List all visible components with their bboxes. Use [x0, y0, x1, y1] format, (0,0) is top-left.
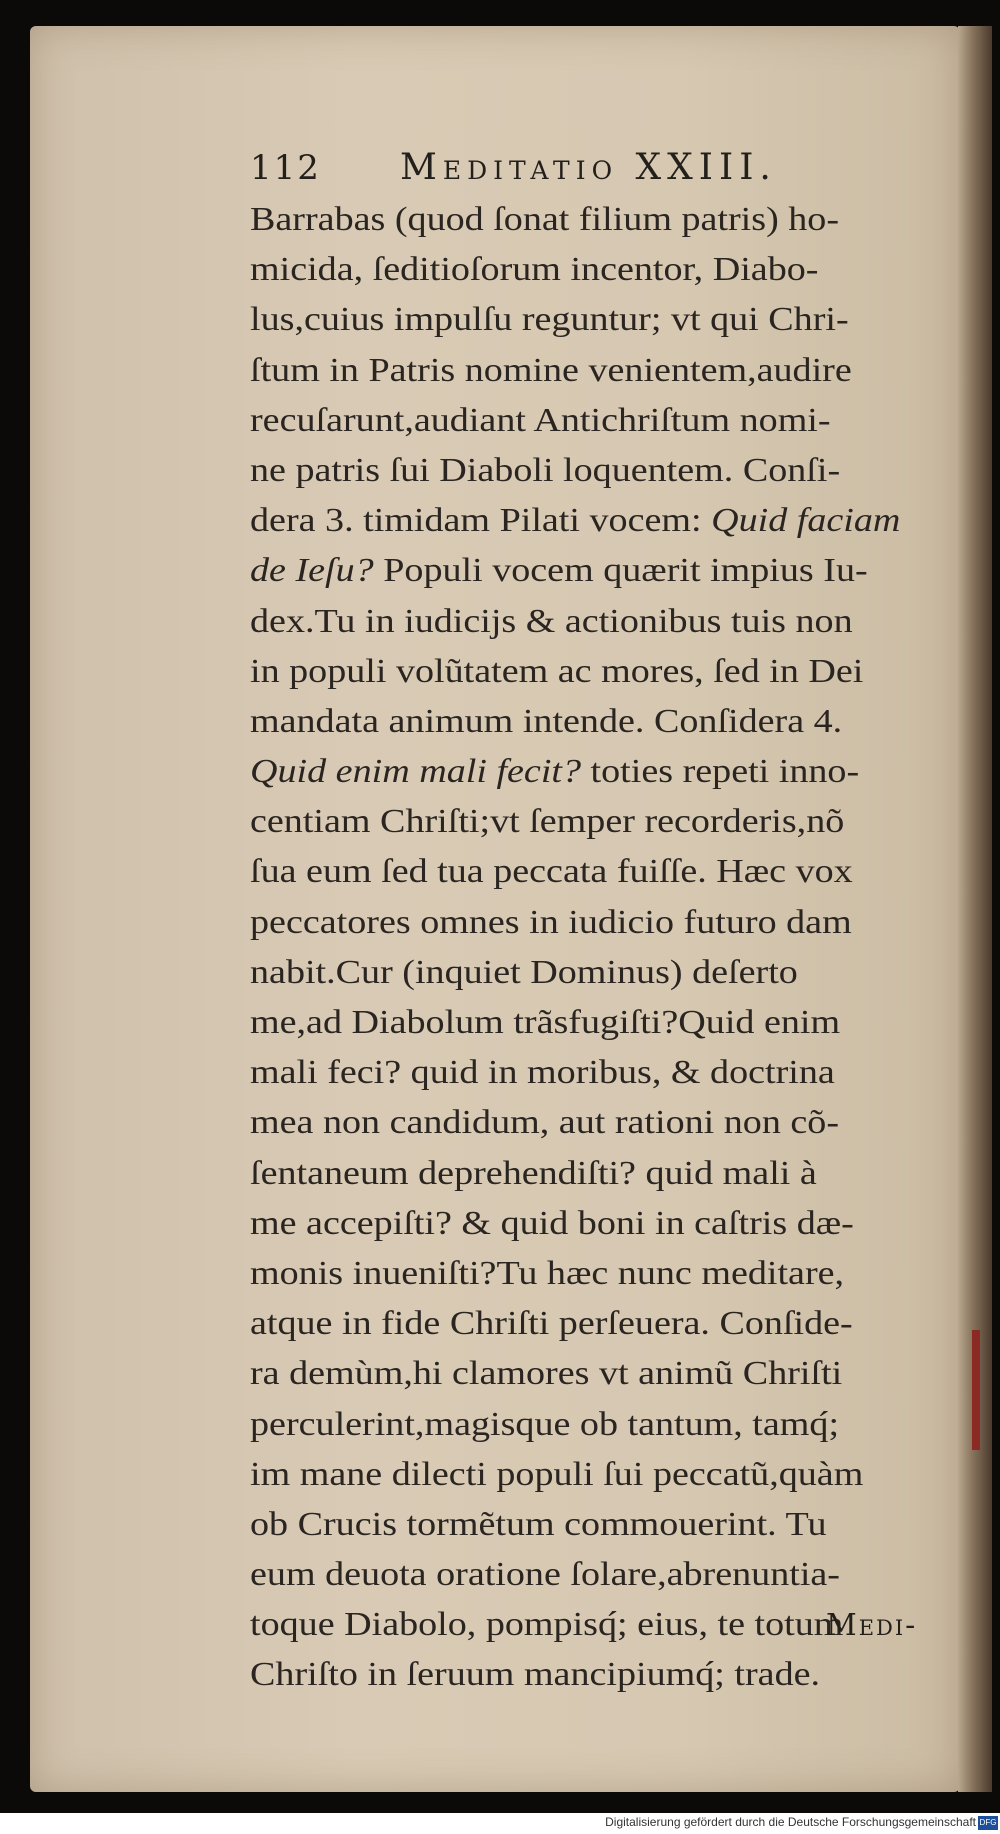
text-line: [250, 1048, 1000, 1098]
text-span: ſua eum ſed tua peccata fuiſſe. Hæc vox: [250, 853, 853, 891]
text-span: toque Diabolo, pompisq́; eius, te totum: [250, 1606, 844, 1644]
text-line: [250, 195, 1000, 245]
text-span: Barrabas (quod ſonat filium patris) ho-: [250, 201, 840, 238]
text-span: ra demùm,hi clamores vt animũ Chriſti: [250, 1355, 843, 1393]
text-line: [250, 847, 1000, 897]
text-line: [250, 697, 1000, 747]
text-span: in populi volũtatem ac mores, ſed in Dei: [250, 652, 864, 690]
text-line: [250, 797, 1000, 847]
text-line: [250, 1199, 1000, 1249]
text-span: me,ad Diabolum trãsfugiſti?Quid enim: [250, 1004, 841, 1041]
text-line: [250, 1450, 1000, 1500]
text-line: [250, 546, 1000, 596]
text-span: peccatores omnes in iudicio futuro dam: [250, 903, 852, 941]
text-span: mandata animum intende. Conſidera 4.: [250, 702, 843, 740]
text-line: [250, 346, 1000, 396]
text-span: dera 3. timidam Pilati vocem:: [250, 502, 712, 540]
text-span: atque in fide Chriſti perſeuera. Conſide-: [250, 1305, 853, 1343]
text-span: mea non candidum, aut rationi non cõ-: [250, 1104, 840, 1142]
italic-quote: Quid faciam: [711, 502, 901, 540]
text-line: [250, 1299, 1000, 1349]
text-span: perculerint,magisque ob tantum, tamq́;: [250, 1405, 840, 1443]
text-line: [250, 948, 1000, 998]
text-line: [250, 496, 1000, 546]
page-number: 112: [250, 148, 321, 188]
text-line: [250, 1249, 1000, 1299]
text-span: centiam Chriſti;vt ſemper recorderis,nõ: [250, 803, 845, 841]
text-span: eum deuota oratione ſolare,abrenuntia-: [250, 1556, 840, 1594]
text-line: [250, 1400, 1000, 1450]
text-span: ſentaneum deprehendiſti? quid mali à: [250, 1154, 817, 1192]
text-span: toties repeti inno-: [581, 753, 860, 791]
text-line: [250, 396, 1000, 446]
text-line: [250, 1500, 1000, 1550]
running-title: Meditatio XXIII.: [400, 147, 777, 188]
text-line: [250, 597, 1000, 647]
text-line: [250, 647, 1000, 697]
text-line: [250, 446, 1000, 496]
text-span: me accepiſti? & quid boni in caſtris dæ-: [250, 1204, 854, 1242]
text-line: [250, 747, 1000, 797]
text-span: recuſarunt,audiant Antichriſtum nomi-: [250, 401, 831, 439]
text-line: [250, 1149, 1000, 1199]
text-span: Chriſto in ſeruum mancipiumq́; trade.: [250, 1656, 821, 1694]
text-line: [250, 1349, 1000, 1399]
text-span: mali feci? quid in moribus, & doctrina: [250, 1054, 835, 1092]
text-line: [250, 1650, 1000, 1700]
text-span: ſtum in Patris nomine venientem,audire: [250, 351, 852, 389]
text-span: im mane dilecti populi ſui peccatũ,quàm: [250, 1455, 864, 1493]
body-text: [250, 195, 950, 1701]
text-span: ne patris ſui Diaboli loquentem. Conſi-: [250, 451, 841, 489]
italic-quote: Quid enim mali fecit?: [250, 753, 582, 791]
catchword: Medi-: [826, 1608, 918, 1643]
footer-credit: Digitalisierung gefördert durch die Deutsche Forschungsgemeinschaft: [605, 1815, 976, 1829]
text-line: [250, 998, 1000, 1048]
running-head: [250, 146, 850, 190]
text-span: nabit.Cur (inquiet Dominus) deſerto: [250, 953, 798, 991]
text-line: [250, 1098, 1000, 1148]
text-line: [250, 245, 1000, 295]
text-line: [250, 898, 1000, 948]
dfg-logo-icon: DFG: [978, 1816, 998, 1830]
text-span: ob Crucis tormẽtum commouerint. Tu: [250, 1505, 827, 1543]
text-span: dex.Tu in iudicijs & actionibus tuis non: [250, 602, 853, 640]
digitization-footer: [0, 1813, 1000, 1834]
text-span: micida, ſeditioſorum incentor, Diabo-: [250, 251, 819, 289]
text-line: [250, 295, 1000, 345]
italic-quote: de Ieſu?: [250, 552, 374, 590]
text-span: lus,cuius impulſu reguntur; vt qui Chri-: [250, 301, 849, 339]
text-span: monis inueniſti?Tu hæc nunc meditare,: [250, 1254, 845, 1292]
text-line: [250, 1550, 1000, 1600]
text-span: Populi vocem quærit impius Iu-: [373, 552, 868, 590]
